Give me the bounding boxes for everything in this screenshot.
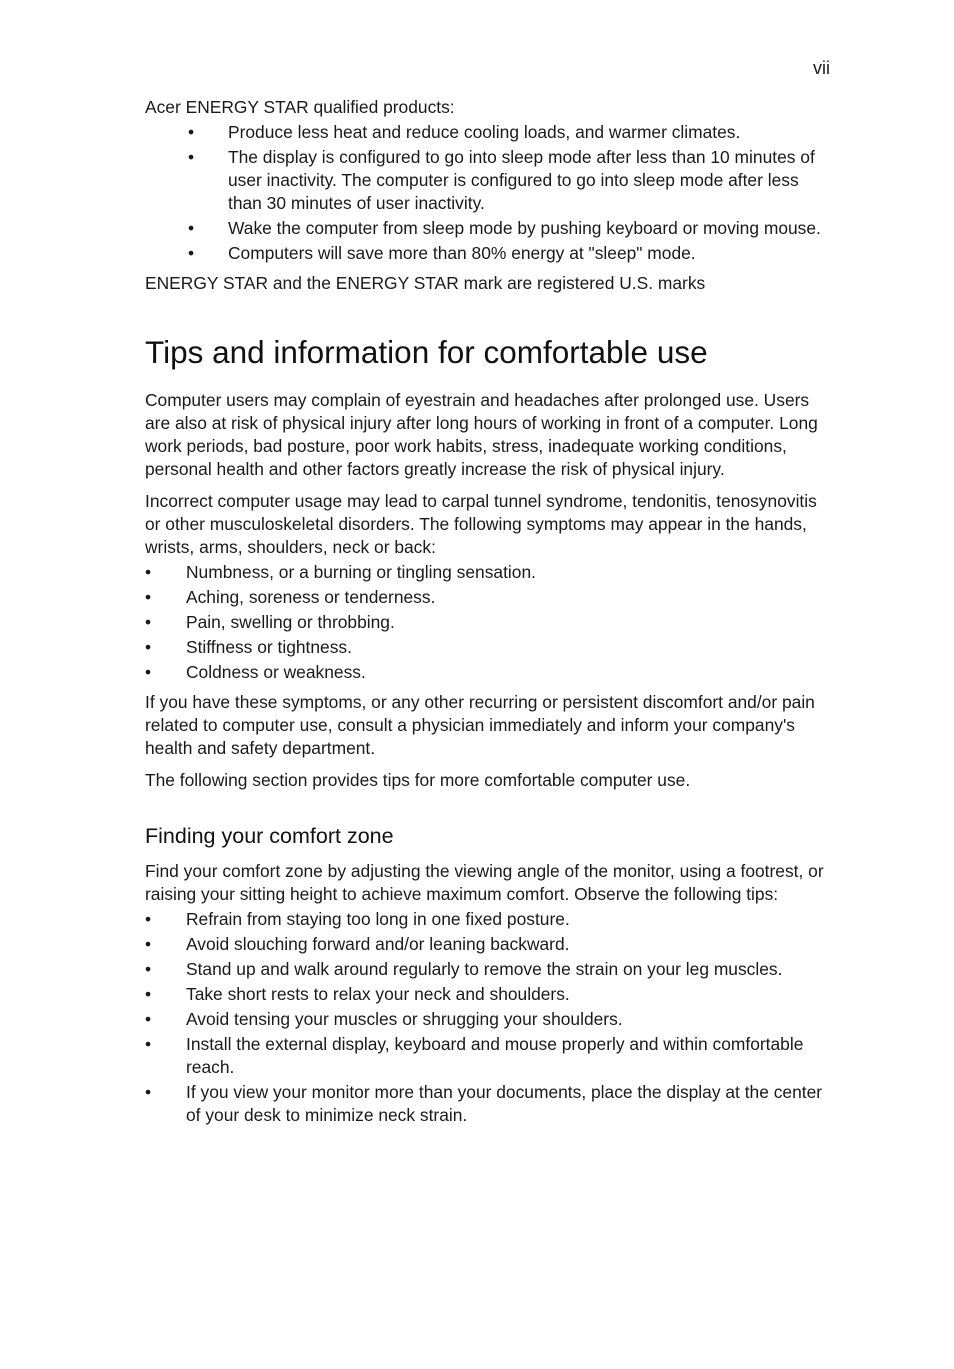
bullet-icon: • [145, 662, 152, 682]
tips-paragraph-1: Computer users may complain of eyestrain and headaches after prolonged use. Users are also at risk of physical injury after long hours of working in front of a computer. Long work periods, bad posture, poor work habits, stress, inadequate working conditions, personal health and other factors greatly increase the risk of physical injury. [145, 390, 818, 479]
list-item: • Produce less heat and reduce cooling loads, and warmer climates. [188, 122, 741, 142]
list-item: • Stiffness or tightness. [145, 637, 352, 657]
bullet-icon: • [188, 122, 195, 142]
list-item: • Pain, swelling or throbbing. [145, 612, 395, 632]
list-item: • Aching, soreness or tenderness. [145, 587, 436, 607]
comfort-zone-intro: Find your comfort zone by adjusting the viewing angle of the monitor, using a footrest, or raising your sitting height to achieve maximum comfort. Observe the following tips: [145, 861, 824, 904]
tips-paragraph-4: The following section provides tips for more comfortable computer use. [145, 770, 691, 790]
bullet-icon: • [145, 1034, 152, 1054]
list-item: • Stand up and walk around regularly to remove the strain on your leg muscles. [145, 959, 783, 979]
bullet-icon: • [145, 934, 152, 954]
list-item: • The display is configured to go into sleep mode after less than 10 minutes of user inactivity. The computer is configured to go into sleep mode after less than 30 minutes of user inactivity. [188, 147, 815, 213]
bullet-icon: • [145, 1082, 152, 1102]
tips-paragraph-2: Incorrect computer usage may lead to carpal tunnel syndrome, tendonitis, tenosynovitis or other musculoskeletal disorders. The following symptoms may appear in the hands, wrists, arms, shoulders, neck or back: [145, 491, 817, 557]
list-item: • Take short rests to relax your neck and shoulders. [145, 984, 570, 1004]
list-item: • Avoid tensing your muscles or shrugging your shoulders. [145, 1009, 623, 1029]
bullet-icon: • [145, 612, 152, 632]
section-heading-tips: Tips and information for comfortable use [145, 334, 708, 370]
symptoms-list [145, 561, 835, 684]
bullet-icon: • [145, 1009, 152, 1029]
bullet-icon: • [145, 909, 152, 929]
list-item: • Computers will save more than 80% energy at "sleep" mode. [188, 243, 696, 263]
bullet-icon: • [188, 243, 195, 263]
list-item: • Numbness, or a burning or tingling sensation. [145, 562, 536, 582]
page-content [145, 96, 835, 1129]
tips-paragraph-3: If you have these symptoms, or any other recurring or persistent discomfort and/or pain related to computer use, consult a physician immediately and inform your company's health and safety department. [145, 692, 815, 758]
list-item: • Install the external display, keyboard and mouse properly and within comfortable reach. [145, 1034, 804, 1077]
bullet-icon: • [145, 562, 152, 582]
subsection-heading-comfort-zone: Finding your comfort zone [145, 824, 394, 848]
bullet-icon: • [188, 218, 195, 238]
list-item: • Wake the computer from sleep mode by pushing keyboard or moving mouse. [188, 218, 821, 238]
energy-star-list [145, 121, 835, 265]
list-item: • If you view your monitor more than your documents, place the display at the center of your desk to minimize neck strain. [145, 1082, 823, 1125]
energy-star-intro: Acer ENERGY STAR qualified products: [145, 97, 455, 117]
page-number: vii [813, 58, 830, 78]
bullet-icon: • [145, 637, 152, 657]
energy-star-footer: ENERGY STAR and the ENERGY STAR mark are registered U.S. marks [145, 273, 706, 293]
bullet-icon: • [145, 959, 152, 979]
list-item: • Refrain from staying too long in one fixed posture. [145, 909, 570, 929]
comfort-tips-list [145, 908, 835, 1127]
bullet-icon: • [145, 587, 152, 607]
bullet-icon: • [145, 984, 152, 1004]
list-item: • Avoid slouching forward and/or leaning backward. [145, 934, 570, 954]
bullet-icon: • [188, 147, 195, 167]
list-item: • Coldness or weakness. [145, 662, 366, 682]
